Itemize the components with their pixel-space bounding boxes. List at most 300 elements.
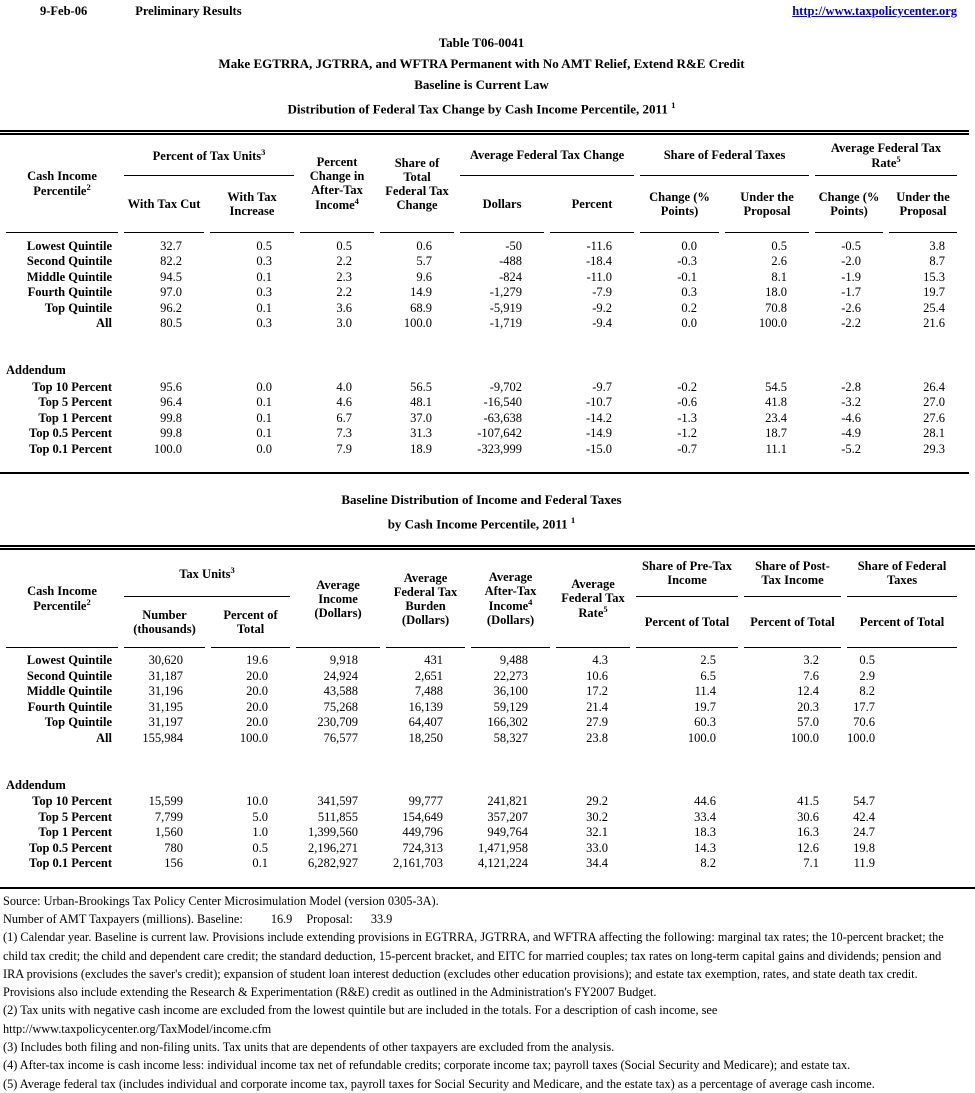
table-cell: 99,777 bbox=[408, 794, 444, 809]
table-row bbox=[6, 233, 963, 254]
group-header-percent-of-tax-units bbox=[124, 135, 294, 176]
table-cell: 100.0 bbox=[790, 730, 820, 745]
table-cell: 6.7 bbox=[336, 410, 353, 425]
col-header-unit: (Dollars) bbox=[486, 613, 535, 628]
table-cell: 31,195 bbox=[148, 699, 183, 714]
table-cell: 36,100 bbox=[493, 684, 529, 699]
table-cell: 0.0 bbox=[681, 238, 698, 253]
col-header-average-income bbox=[296, 550, 380, 648]
table-cell: 16.3 bbox=[797, 825, 820, 840]
table1-subtitle-policy: Make EGTRRA, JGTRRA, and WFTRA Permanent with No AMT Relief, Extend R&E Credit bbox=[218, 56, 745, 71]
table-cell: -1.3 bbox=[677, 410, 698, 425]
table-cell: 29.2 bbox=[586, 794, 609, 809]
footnotes-block bbox=[0, 892, 963, 1093]
table-cell: 241,821 bbox=[487, 794, 529, 809]
table-cell: 70.8 bbox=[765, 300, 788, 315]
col-header-number-thousands: Number (thousands) bbox=[124, 597, 205, 648]
footnote-ref: 4 bbox=[528, 597, 533, 608]
col-header-under-the-proposal: Under the Proposal bbox=[889, 176, 957, 233]
table-cell: 4.6 bbox=[336, 395, 353, 410]
table-cell: -107,642 bbox=[477, 426, 523, 441]
table-cell: 9,488 bbox=[499, 653, 529, 668]
col-header-percent-change-after-tax-income bbox=[300, 135, 374, 233]
table-cell: 20.0 bbox=[246, 699, 269, 714]
table-cell: 3.2 bbox=[803, 653, 820, 668]
table-cell: 41.5 bbox=[797, 794, 820, 809]
table-row bbox=[6, 700, 969, 716]
table-cell: 99.8 bbox=[160, 426, 182, 441]
table-cell: 100.0 bbox=[847, 730, 876, 745]
table-cell: 99.8 bbox=[160, 410, 182, 425]
table-cell: 166,302 bbox=[487, 715, 529, 730]
table-cell: 357,207 bbox=[487, 809, 529, 824]
table-cell: -0.2 bbox=[677, 379, 698, 394]
footnote-5: (5) Average federal tax (includes individual and corporate income tax, payroll taxes for Social Security and Medicare, and the estate tax) as a percentage of average cash income. bbox=[3, 1076, 875, 1091]
col-header-share-total-federal-tax-change: Share of Total Federal Tax Change bbox=[380, 135, 454, 233]
row-label: Fourth Quintile bbox=[27, 285, 112, 300]
table-cell: 23.4 bbox=[765, 410, 788, 425]
row-label: Middle Quintile bbox=[26, 269, 112, 284]
col-header-average-federal-tax-rate bbox=[556, 550, 630, 648]
amt-taxpayers-line bbox=[3, 910, 960, 928]
table-cell: 7,799 bbox=[154, 809, 183, 824]
table-cell: 7,488 bbox=[414, 684, 444, 699]
table-cell: 10.6 bbox=[586, 668, 609, 683]
table-cell: 7.3 bbox=[336, 426, 353, 441]
table-cell: -4.6 bbox=[841, 410, 862, 425]
spacer-cell bbox=[6, 331, 963, 361]
row-label: Top 10 Percent bbox=[32, 794, 112, 809]
table-cell: -16,540 bbox=[483, 395, 523, 410]
group-header-share-of-pre-tax-income: Share of Pre-Tax Income bbox=[636, 550, 738, 597]
table-cell: 12.4 bbox=[797, 684, 820, 699]
table-cell: 5.7 bbox=[416, 254, 433, 269]
table-cell: 2.6 bbox=[771, 254, 788, 269]
table-cell: 1,560 bbox=[154, 825, 183, 840]
table-cell: 100.0 bbox=[153, 441, 182, 456]
table-cell: 0.5 bbox=[859, 653, 876, 668]
table-cell: 31,187 bbox=[148, 668, 183, 683]
col-header-unit: (Dollars) bbox=[401, 612, 450, 627]
federal-tax-change-table bbox=[0, 130, 969, 474]
table-cell: 19.8 bbox=[853, 840, 876, 855]
table-cell: 949,764 bbox=[487, 825, 529, 840]
table-cell: 54.5 bbox=[765, 379, 788, 394]
row-label: All bbox=[96, 730, 112, 745]
col-header-average-after-tax-income bbox=[471, 550, 550, 648]
row-label: Top 0.5 Percent bbox=[29, 426, 112, 441]
table-number-title: Table T06-0041 bbox=[438, 35, 525, 50]
group-header-tax-units bbox=[124, 550, 290, 597]
table-cell: 41.8 bbox=[765, 395, 788, 410]
table-cell: 2,161,703 bbox=[393, 856, 444, 871]
table-cell: -1.2 bbox=[677, 426, 698, 441]
row-label: Top 10 Percent bbox=[32, 379, 112, 394]
col-header-change-pct-points: Change (% Points) bbox=[815, 176, 883, 233]
table1-subtitle-distribution bbox=[0, 95, 963, 119]
row-label: Top 0.5 Percent bbox=[29, 840, 112, 855]
table-cell: 431 bbox=[424, 653, 444, 668]
table-cell: 8.2 bbox=[700, 856, 717, 871]
table-cell: 2.2 bbox=[336, 285, 353, 300]
spacer-cell bbox=[6, 457, 963, 472]
table-cell: 34.4 bbox=[586, 856, 609, 871]
row-label: Top 5 Percent bbox=[38, 395, 112, 410]
table-cell: 14.3 bbox=[694, 840, 717, 855]
table-row bbox=[6, 426, 963, 442]
table-cell: 18.7 bbox=[765, 426, 788, 441]
table-cell: 14.9 bbox=[410, 285, 433, 300]
group-header-text: Average Federal Tax Rate bbox=[830, 140, 942, 170]
table-cell: 19.7 bbox=[923, 285, 946, 300]
table-cell: 0.0 bbox=[256, 379, 273, 394]
table-cell: 30.6 bbox=[797, 809, 820, 824]
table-cell: -2.0 bbox=[841, 254, 862, 269]
footnote-3: (3) Includes both filing and non-filing units. Tax units that are dependents of other taxpayers are excluded from the analysis. bbox=[3, 1040, 615, 1055]
table-cell: 31,196 bbox=[148, 684, 183, 699]
row-label: Top 0.1 Percent bbox=[29, 441, 112, 456]
table-cell: 0.3 bbox=[256, 316, 273, 331]
table-cell: 82.2 bbox=[160, 254, 182, 269]
table-cell: 20.3 bbox=[797, 699, 820, 714]
table-cell: 21.4 bbox=[586, 699, 609, 714]
table-cell: 0.5 bbox=[256, 238, 273, 253]
federal-tax-change-table-body bbox=[6, 233, 963, 472]
table-cell: 57.0 bbox=[797, 715, 820, 730]
table-cell: 32.1 bbox=[586, 825, 609, 840]
col-header-text: Percent Change in After-Tax Income bbox=[309, 155, 365, 213]
table-cell: 96.2 bbox=[160, 300, 182, 315]
col-header-with-tax-increase: With Tax Increase bbox=[210, 176, 294, 233]
table-cell: -11.0 bbox=[586, 269, 613, 284]
table-row bbox=[6, 731, 969, 747]
table-cell: 100.0 bbox=[239, 730, 269, 745]
table-cell: 12.6 bbox=[797, 840, 820, 855]
group-header-average-federal-tax-rate bbox=[815, 135, 957, 176]
table-cell: 4.3 bbox=[592, 653, 609, 668]
table-cell: 0.0 bbox=[256, 441, 273, 456]
footnote-4: (4) After-tax income is cash income less: individual income tax net of refundable credits; corporate income tax; payroll taxes (Social Security and Medicare); and estate tax. bbox=[3, 1058, 851, 1073]
table-cell: -1.7 bbox=[841, 285, 862, 300]
table-cell: 3.0 bbox=[336, 316, 353, 331]
table-cell: 449,796 bbox=[402, 825, 444, 840]
table-cell: 33.0 bbox=[586, 840, 609, 855]
table-cell: 15,599 bbox=[148, 794, 183, 809]
table-cell: -15.0 bbox=[585, 441, 613, 456]
table-cell: -50 bbox=[505, 238, 523, 253]
table1-title-block bbox=[0, 32, 963, 119]
row-label: All bbox=[96, 316, 112, 331]
table-cell: -9.4 bbox=[592, 316, 613, 331]
spacer-cell bbox=[6, 746, 969, 776]
table-row bbox=[6, 810, 969, 826]
table2-subtitle bbox=[0, 510, 963, 534]
table-cell: 341,597 bbox=[317, 794, 359, 809]
col-header-text: Average Federal Tax Burden bbox=[393, 570, 458, 613]
table-row bbox=[6, 300, 963, 316]
table-cell: -18.4 bbox=[585, 254, 613, 269]
table-cell: 19.6 bbox=[246, 653, 269, 668]
table-cell: 8.1 bbox=[771, 269, 788, 284]
table-cell: 20.0 bbox=[246, 668, 269, 683]
table-cell: 230,709 bbox=[317, 715, 359, 730]
table-cell: 11.9 bbox=[853, 856, 876, 871]
table-row bbox=[6, 684, 969, 700]
col-header-under-the-proposal: Under the Proposal bbox=[725, 176, 809, 233]
row-label: Top Quintile bbox=[44, 300, 112, 315]
table-row bbox=[6, 669, 969, 685]
table-cell: 156 bbox=[164, 856, 183, 871]
footnote-ref: 5 bbox=[603, 604, 608, 615]
table-cell: -2.8 bbox=[841, 379, 862, 394]
table-cell: 54.7 bbox=[853, 794, 876, 809]
col-header-cash-income-percentile bbox=[6, 135, 118, 233]
table-cell: 70.6 bbox=[853, 715, 876, 730]
table-cell: 75,268 bbox=[323, 699, 359, 714]
table-cell: -1,279 bbox=[489, 285, 523, 300]
table-cell: -63,638 bbox=[483, 410, 523, 425]
table-row bbox=[6, 254, 963, 270]
footnote-ref: 5 bbox=[896, 153, 901, 164]
table-cell: -11.6 bbox=[586, 238, 613, 253]
table-cell: 20.0 bbox=[246, 715, 269, 730]
table-cell: 8.2 bbox=[859, 684, 876, 699]
table2-subtitle-text: by Cash Income Percentile, 2011 bbox=[387, 516, 568, 532]
table-cell: 6,282,927 bbox=[308, 856, 359, 871]
table-cell: 44.6 bbox=[694, 794, 717, 809]
table-cell: 23.8 bbox=[586, 730, 609, 745]
col-header-change-pct-points: Change (% Points) bbox=[640, 176, 719, 233]
group-header-text: Percent of Tax Units bbox=[152, 148, 262, 163]
amt-proposal-label: Proposal: bbox=[306, 911, 353, 926]
table-cell: 100.0 bbox=[687, 730, 717, 745]
table-cell: 2.3 bbox=[336, 269, 353, 284]
table-cell: 7.9 bbox=[336, 441, 353, 456]
table-cell: 0.5 bbox=[336, 238, 353, 253]
table-cell: -488 bbox=[499, 254, 523, 269]
group-header-text: Tax Units bbox=[179, 566, 231, 581]
table-cell: 4.0 bbox=[336, 379, 353, 394]
table-cell: -1,719 bbox=[489, 316, 523, 331]
section-label: Addendum bbox=[6, 778, 66, 793]
table-cell: 95.6 bbox=[160, 379, 182, 394]
table-cell: -2.2 bbox=[841, 316, 862, 331]
table-cell: 11.4 bbox=[694, 684, 717, 699]
table-cell: 31,197 bbox=[148, 715, 183, 730]
table-cell: -9.7 bbox=[592, 379, 613, 394]
table-cell: -5,919 bbox=[489, 300, 523, 315]
col-header-text: Average Federal Tax Rate bbox=[561, 577, 625, 621]
table-row bbox=[6, 715, 969, 731]
table-cell: 2.5 bbox=[700, 653, 717, 668]
baseline-distribution-table-body bbox=[6, 648, 969, 887]
table-cell: 10.0 bbox=[246, 794, 269, 809]
table-cell: 68.9 bbox=[410, 300, 433, 315]
footnote-ref: 3 bbox=[261, 146, 266, 157]
table-cell: 43,588 bbox=[323, 684, 359, 699]
table-row bbox=[6, 441, 963, 457]
table-cell: 0.5 bbox=[252, 840, 269, 855]
table-cell: 7.6 bbox=[803, 668, 820, 683]
spacer-row bbox=[6, 457, 963, 472]
table-cell: 0.1 bbox=[256, 300, 273, 315]
table-cell: 15.3 bbox=[923, 269, 946, 284]
table-cell: 28.1 bbox=[923, 426, 946, 441]
section-row bbox=[6, 361, 963, 379]
col-header-text: Average Income bbox=[316, 577, 360, 606]
table-cell: -0.1 bbox=[677, 269, 698, 284]
table-cell: 0.1 bbox=[256, 269, 273, 284]
table-cell: 0.5 bbox=[771, 238, 788, 253]
col-header-average-federal-tax-burden bbox=[386, 550, 465, 648]
table-cell: 780 bbox=[164, 840, 183, 855]
footnote-ref: 2 bbox=[86, 597, 91, 608]
col-header-with-tax-cut: With Tax Cut bbox=[124, 176, 204, 233]
table-cell: 0.3 bbox=[681, 285, 698, 300]
table-cell: 1,471,958 bbox=[478, 840, 529, 855]
taxpolicycenter-url-link[interactable]: http://www.taxpolicycenter.org bbox=[792, 4, 957, 18]
table-row bbox=[6, 410, 963, 426]
table-cell: 25.4 bbox=[923, 300, 946, 315]
table-cell: 18.3 bbox=[694, 825, 717, 840]
table-cell: 0.6 bbox=[416, 238, 433, 253]
table-cell: 27.0 bbox=[923, 395, 946, 410]
table-cell: 18,250 bbox=[408, 730, 444, 745]
table-cell: 30,620 bbox=[148, 653, 183, 668]
table-cell: 2,651 bbox=[414, 668, 444, 683]
preliminary-results-label: Preliminary Results bbox=[135, 4, 242, 18]
table-row bbox=[6, 856, 969, 872]
table-cell: 20.0 bbox=[246, 684, 269, 699]
col-header-text: Average After-Tax Income bbox=[484, 570, 537, 614]
table-cell: 80.5 bbox=[160, 316, 182, 331]
footnote-1: (1) Calendar year. Baseline is current law. Provisions include extending provisions in EGTRRA, JGTRRA, and WFTRA affecting the following: marginal tax rates; the 10-percent bracket; the child tax credit; the child and dependent care credit; the standard deduction, 15-percent bracket, and EITC for married couples; tax rates on long-term capital gains and dividends; pension and IRA provisions (excludes the saver's credit); expansion of student loan interest deduction (excludes other education provisions); and estate tax exemption, rates, and state death tax credit. Provisions also include extending the Research & Experimentation (R&E) credit as outlined in the Administration's FY2007 Budget. bbox=[3, 930, 944, 1000]
row-label: Top Quintile bbox=[44, 715, 112, 730]
table-cell: 9,918 bbox=[329, 653, 359, 668]
col-header-percent-of-total: Percent of Total bbox=[636, 597, 738, 648]
table-cell: 1.0 bbox=[252, 825, 269, 840]
row-label: Lowest Quintile bbox=[26, 238, 112, 253]
row-label: Second Quintile bbox=[26, 254, 112, 269]
table-cell: 2.9 bbox=[859, 668, 876, 683]
table-cell: 3.8 bbox=[929, 238, 946, 253]
table-row bbox=[6, 285, 963, 301]
table-row bbox=[6, 269, 963, 285]
table-cell: 4,121,224 bbox=[478, 856, 529, 871]
amt-proposal-value: 33.9 bbox=[370, 911, 393, 926]
table-cell: 56.5 bbox=[410, 379, 433, 394]
table-cell: -323,999 bbox=[477, 441, 523, 456]
table2-title: Baseline Distribution of Income and Federal Taxes bbox=[341, 491, 622, 507]
table-cell: 26.4 bbox=[923, 379, 946, 394]
table-cell: -10.7 bbox=[585, 395, 613, 410]
table-cell: 9.6 bbox=[416, 269, 433, 284]
table-cell: -824 bbox=[499, 269, 523, 284]
table-cell: 100.0 bbox=[403, 316, 433, 331]
row-label: Lowest Quintile bbox=[26, 653, 112, 668]
col-header-percent: Percent bbox=[550, 176, 634, 233]
group-header-share-of-federal-taxes: Share of Federal Taxes bbox=[847, 550, 957, 597]
table-cell: 11.1 bbox=[765, 441, 788, 456]
table-cell: 0.2 bbox=[681, 300, 698, 315]
table-cell: 18.0 bbox=[765, 285, 788, 300]
footnote-ref: 4 bbox=[354, 196, 359, 207]
table-cell: 97.0 bbox=[160, 285, 182, 300]
table-cell: 29.3 bbox=[923, 441, 946, 456]
table-cell: 27.6 bbox=[923, 410, 946, 425]
table-cell: 76,577 bbox=[323, 730, 359, 745]
table-row bbox=[6, 794, 969, 810]
row-label: Top 1 Percent bbox=[38, 825, 112, 840]
table-cell: 64,407 bbox=[408, 715, 444, 730]
table-cell: 1,399,560 bbox=[308, 825, 359, 840]
spacer-cell bbox=[6, 872, 969, 887]
document-date: 9-Feb-06 bbox=[40, 4, 88, 18]
col-header-text: Cash Income Percentile bbox=[27, 584, 97, 614]
table-cell: 21.6 bbox=[923, 316, 946, 331]
table-cell: 22,273 bbox=[493, 668, 529, 683]
table-cell: 0.1 bbox=[256, 426, 273, 441]
table-cell: 3.6 bbox=[336, 300, 353, 315]
table-cell: -2.6 bbox=[841, 300, 862, 315]
table-cell: 48.1 bbox=[410, 395, 433, 410]
table-cell: -0.5 bbox=[841, 238, 862, 253]
spacer-row bbox=[6, 331, 963, 361]
table-cell: -14.9 bbox=[585, 426, 613, 441]
table-cell: -3.2 bbox=[841, 395, 862, 410]
table-cell: 724,313 bbox=[402, 840, 444, 855]
table-cell: 58,327 bbox=[493, 730, 529, 745]
table-cell: -0.6 bbox=[677, 395, 698, 410]
table-cell: -5.2 bbox=[841, 441, 862, 456]
table-cell: 7.1 bbox=[803, 856, 820, 871]
table-cell: 27.9 bbox=[586, 715, 609, 730]
top-header-bar bbox=[0, 0, 963, 19]
table-cell: 17.7 bbox=[853, 699, 876, 714]
table-cell: 37.0 bbox=[410, 410, 433, 425]
col-header-percent-of-total: Percent of Total bbox=[211, 597, 290, 648]
section-row bbox=[6, 776, 969, 794]
table-cell: 60.3 bbox=[694, 715, 717, 730]
group-header-average-federal-tax-change: Average Federal Tax Change bbox=[460, 135, 634, 176]
row-label: Second Quintile bbox=[26, 668, 112, 683]
row-label: Middle Quintile bbox=[26, 684, 112, 699]
table-cell: -1.9 bbox=[841, 269, 862, 284]
row-label: Top 0.1 Percent bbox=[29, 856, 112, 871]
section-label: Addendum bbox=[6, 363, 66, 378]
row-label: Top 1 Percent bbox=[38, 410, 112, 425]
source-note: Source: Urban-Brookings Tax Policy Center Microsimulation Model (version 0305-3A). bbox=[3, 893, 439, 908]
table-cell: 18.9 bbox=[410, 441, 433, 456]
table-cell: -0.7 bbox=[677, 441, 698, 456]
table-row bbox=[6, 825, 969, 841]
table-cell: 30.2 bbox=[586, 809, 609, 824]
table1-subtitle-distribution-text: Distribution of Federal Tax Change by Cash Income Percentile, 2011 bbox=[287, 101, 668, 117]
table-cell: 5.0 bbox=[252, 809, 269, 824]
table-cell: 33.4 bbox=[694, 809, 717, 824]
col-header-text: Cash Income Percentile bbox=[27, 169, 97, 199]
table-cell: 94.5 bbox=[160, 269, 182, 284]
table2-title-block bbox=[0, 489, 963, 534]
table-cell: -9.2 bbox=[592, 300, 613, 315]
table-cell: 155,984 bbox=[142, 730, 183, 745]
table-cell: 8.7 bbox=[929, 254, 946, 269]
table-row bbox=[6, 841, 969, 857]
table1-subtitle-baseline: Baseline is Current Law bbox=[414, 77, 549, 92]
table-cell: -7.9 bbox=[592, 285, 613, 300]
group-header-share-of-federal-taxes: Share of Federal Taxes bbox=[640, 135, 809, 176]
table-row bbox=[6, 648, 969, 669]
